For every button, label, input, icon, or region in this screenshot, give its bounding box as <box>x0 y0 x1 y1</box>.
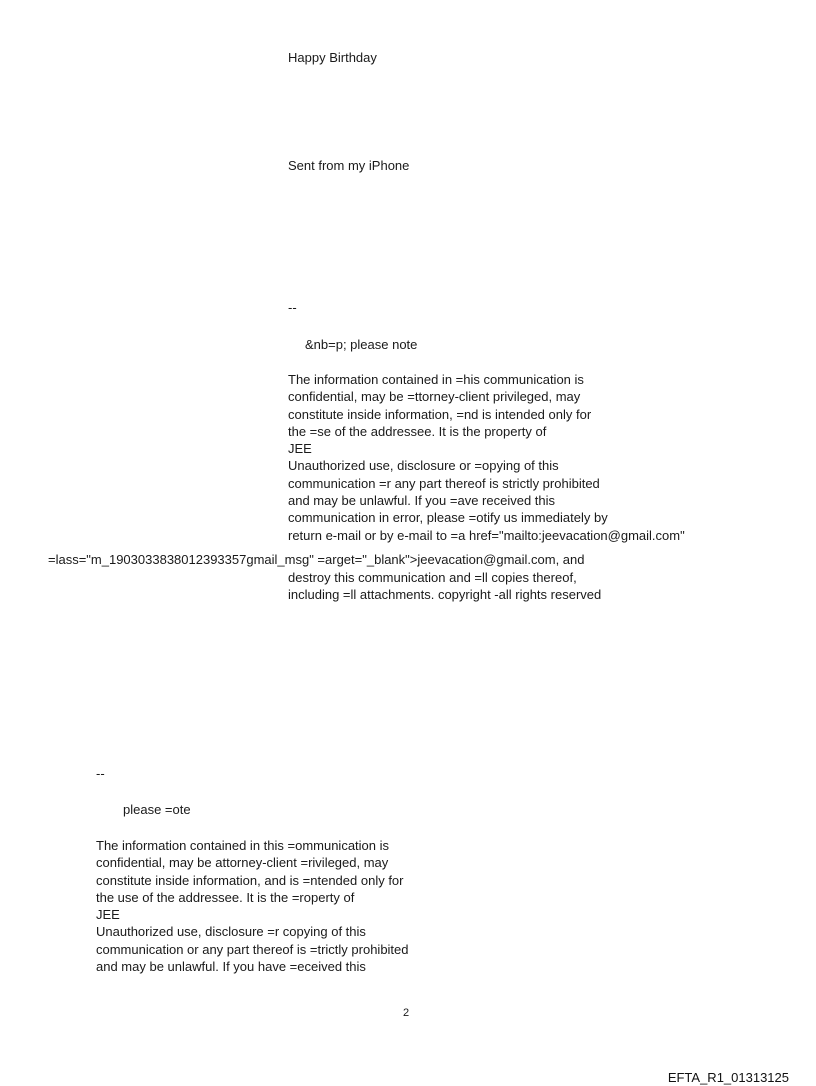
bottom-disclaimer-line: JEE <box>96 907 120 923</box>
top-disclaimer <box>288 371 685 544</box>
bottom-disclaimer-line: The information contained in this =ommunication is <box>96 838 390 853</box>
bottom-disclaimer-line: the use of the addressee. It is the =roperty of <box>96 889 355 905</box>
bottom-disclaimer-line: constitute inside information, and is =ntended only for <box>96 872 404 888</box>
top-disclaimer-line: the =se of the addressee. It is the property of <box>288 423 547 439</box>
top-closing-line: destroy this communication and =ll copies thereof, <box>288 570 577 585</box>
overflow-link-line: =lass="m_1903033838012393357gmail_msg" =arget="_blank">jeevacation@gmail.com, and <box>48 552 585 567</box>
top-disclaimer-line: and may be unlawful. If you =ave received this <box>288 493 556 509</box>
top-closing-line: including =ll attachments. copyright -all rights reserved <box>288 587 602 603</box>
bottom-separator: -- <box>96 766 105 781</box>
top-separator: -- <box>288 300 297 315</box>
bottom-note-heading: please =ote <box>123 802 191 817</box>
bottom-disclaimer-line: communication or any part thereof is =trictly prohibited <box>96 941 409 957</box>
top-disclaimer-line: Unauthorized use, disclosure or =opying of this <box>288 458 559 474</box>
top-disclaimer-line: The information contained in =his communication is <box>288 372 584 387</box>
top-disclaimer-line: communication in error, please =otify us immediately by <box>288 510 608 526</box>
top-disclaimer-line: confidential, may be =ttorney-client privileged, may <box>288 389 581 405</box>
bottom-disclaimer-line: confidential, may be attorney-client =rivileged, may <box>96 855 389 871</box>
document-id: EFTA_R1_01313125 <box>667 1070 789 1085</box>
top-disclaimer-line: JEE <box>288 441 312 457</box>
top-disclaimer-line: communication =r any part thereof is strictly prohibited <box>288 475 600 491</box>
top-note-heading: &nb=p; please note <box>305 337 418 352</box>
greeting-text: Happy Birthday <box>288 50 377 65</box>
bottom-disclaimer-line: Unauthorized use, disclosure =r copying of this <box>96 924 366 940</box>
bottom-disclaimer-line: and may be unlawful. If you have =eceived this <box>96 959 366 975</box>
signature-text: Sent from my iPhone <box>288 158 410 173</box>
bottom-disclaimer <box>96 837 409 975</box>
top-disclaimer-line: constitute inside information, =nd is intended only for <box>288 406 592 422</box>
top-closing <box>288 569 601 604</box>
top-disclaimer-line: return e-mail or by e-mail to =a href="mailto:jeevacation@gmail.com" <box>288 527 685 543</box>
page-number: 2 <box>403 1007 410 1019</box>
